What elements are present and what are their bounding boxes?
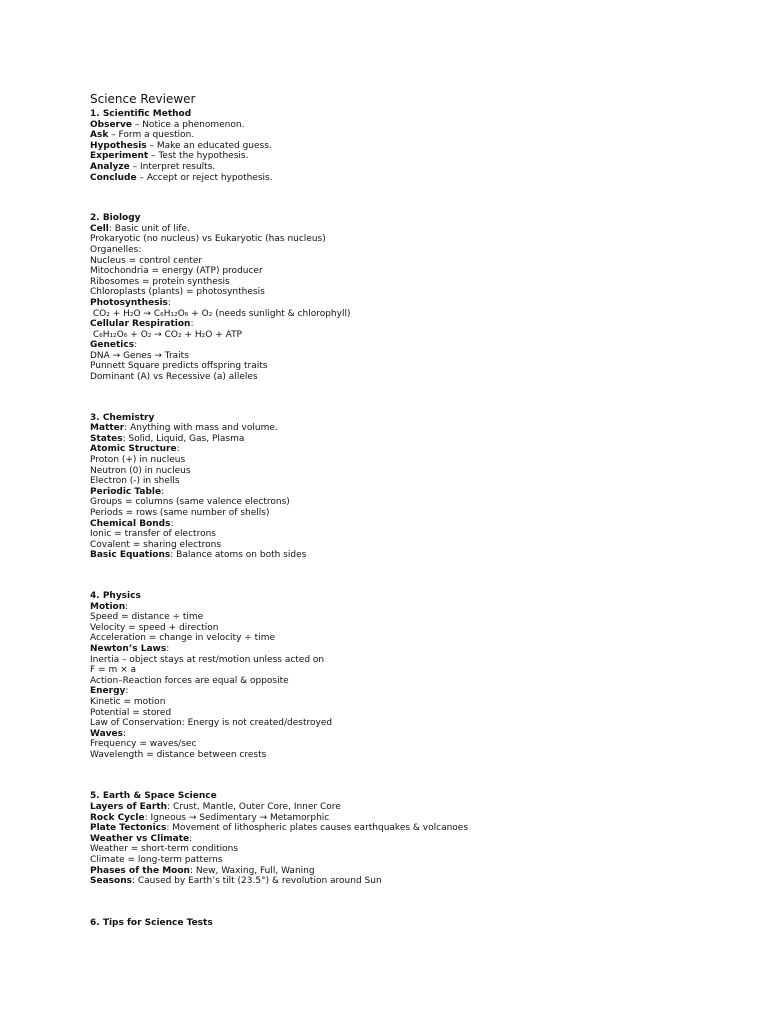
line-text: Dominant (A) vs Recessive (a) alleles [90, 372, 258, 383]
section [90, 591, 730, 761]
document-line [90, 497, 730, 508]
document-line [90, 729, 730, 740]
document-line [90, 750, 730, 761]
term-label: Hypothesis [90, 140, 147, 151]
line-text: Frequency = waves/sec [90, 739, 197, 750]
document-line [90, 550, 730, 561]
line-text: Form a question. [118, 130, 195, 141]
line-text: Electron (-) in shells [90, 476, 180, 487]
document-line [90, 855, 730, 866]
line-text: Speed = distance ÷ time [90, 612, 204, 623]
term-label: Photosynthesis [90, 297, 168, 308]
line-text: Covalent = sharing electrons [90, 539, 222, 550]
document-line [90, 340, 730, 351]
term-separator: : [131, 876, 138, 887]
document-line [90, 540, 730, 551]
section-spacer [90, 561, 730, 591]
term-label: Periodic Table [90, 486, 162, 497]
term-label: Atomic Structure [90, 444, 177, 455]
line-text: Groups = columns (same valence electrons) [90, 497, 290, 508]
line-text: Acceleration = change in velocity ÷ time [90, 633, 276, 644]
line-text: DNA → Genes → Traits [90, 350, 189, 361]
term-label: Observe [90, 119, 132, 130]
line-text: Periods = rows (same number of shells) [90, 508, 270, 518]
term-label: Waves [90, 728, 124, 739]
term-label: Plate Tectonics [90, 823, 167, 834]
term-label: Layers of Earth [90, 802, 168, 813]
term-separator: : [166, 643, 170, 654]
term-label: Basic Equations [90, 550, 171, 561]
document-line [90, 876, 730, 887]
section-spacer [90, 383, 730, 413]
term-separator: : [176, 444, 180, 455]
document-line [90, 676, 730, 687]
section-heading: 1. Scientific Method [90, 109, 192, 119]
document-line [90, 298, 730, 309]
document-line [90, 234, 730, 245]
term-label: Phases of the Moon [90, 865, 190, 876]
line-text: New, Waxing, Full, Waning [195, 865, 315, 876]
document-line [90, 697, 730, 708]
term-label: Conclude [90, 172, 137, 183]
term-separator: : [166, 823, 173, 834]
line-text: Nucleus = control center [90, 255, 203, 266]
line-text: Movement of lithospheric plates causes earthquakes & volcanoes [172, 823, 469, 834]
section-heading: 4. Physics [90, 590, 141, 601]
section-spacer [90, 760, 730, 791]
document-line [90, 266, 730, 277]
section [90, 109, 730, 183]
term-label: Genetics [90, 340, 135, 351]
document-line [90, 623, 730, 634]
document-line [90, 519, 730, 530]
document-line [90, 434, 730, 445]
term-separator: – [148, 151, 159, 162]
section-heading: 2. Biology [90, 213, 141, 224]
line-text: Accept or reject hypothesis. [146, 172, 273, 183]
document-line [90, 224, 730, 235]
document-line [90, 141, 730, 152]
term-separator: : [167, 297, 171, 308]
line-text: Balance atoms on both sides [176, 550, 307, 561]
document-line [90, 529, 730, 540]
term-label: Cell [90, 223, 109, 234]
document-line [90, 351, 730, 362]
document-line [90, 319, 730, 330]
term-separator: : [167, 802, 173, 813]
line-text: Proton (+) in nucleus [90, 455, 186, 466]
term-separator: – [146, 140, 157, 151]
line-text: F = m × a [90, 665, 136, 676]
document-line [90, 508, 730, 519]
term-separator: : [122, 433, 129, 444]
document-line [90, 866, 730, 877]
term-separator: : [170, 550, 177, 561]
section-spacer [90, 887, 730, 918]
line-text: Punnett Square predicts offspring traits [90, 361, 268, 372]
document-line [90, 256, 730, 267]
document-line [90, 173, 730, 184]
document-line [90, 245, 730, 256]
section-heading: 6. Tips for Science Tests [90, 917, 213, 928]
line-text: Action–Reaction forces are equal & opposite [90, 675, 289, 686]
document-line [90, 487, 730, 498]
document-line [90, 120, 730, 131]
document-line [90, 361, 730, 372]
line-text: Make an educated guess. [156, 140, 272, 151]
document-line [90, 802, 730, 813]
line-text: Kinetic = motion [90, 696, 166, 707]
term-label: Chemical Bonds [90, 518, 171, 529]
document-line [90, 655, 730, 666]
term-label: Motion [90, 601, 126, 612]
document-line [90, 823, 730, 834]
document-line [90, 665, 730, 676]
term-separator: : [108, 223, 115, 234]
line-text: Interpret results. [139, 161, 216, 172]
line-text: C₆H₁₂O₆ + O₂ → CO₂ + H₂O + ATP [90, 329, 242, 340]
line-text: Igneous → Sedimentary → Metamorphic [150, 812, 330, 823]
term-label: Experiment [90, 151, 149, 162]
line-text: CO₂ + H₂O → C₆H₁₂O₆ + O₂ (needs sunlight & chlorophyll) [90, 308, 351, 319]
document-body [90, 109, 730, 928]
term-separator: : [189, 865, 196, 876]
line-text: Crust, Mantle, Outer Core, Inner Core [172, 802, 341, 813]
line-text: Test the hypothesis. [158, 151, 249, 162]
document-line [90, 708, 730, 719]
document-line [90, 686, 730, 697]
line-text: Organelles: [90, 244, 142, 255]
term-label: Ask [90, 130, 109, 141]
section [90, 413, 730, 561]
term-separator: : [125, 601, 129, 612]
document-line [90, 844, 730, 855]
term-label: Cellular Respiration [90, 319, 191, 330]
term-separator: : [125, 686, 129, 697]
line-text: Solid, Liquid, Gas, Plasma [128, 433, 245, 444]
line-text: Velocity = speed + direction [90, 622, 219, 633]
term-label: Energy [90, 686, 126, 697]
document-line [90, 644, 730, 655]
line-text: Notice a phenomenon. [142, 119, 245, 130]
document-line [90, 612, 730, 623]
term-separator: : [123, 728, 127, 739]
line-text: Potential = stored [90, 707, 172, 718]
document-page [90, 92, 730, 928]
term-label: States [90, 433, 123, 444]
section-spacer [90, 183, 730, 213]
document-line [90, 330, 730, 341]
document-line [90, 633, 730, 644]
line-text: Weather = short-term conditions [90, 844, 239, 855]
term-separator: : [170, 518, 174, 529]
document-line [90, 151, 730, 162]
document-line [90, 372, 730, 383]
term-separator: – [129, 161, 140, 172]
document-line [90, 602, 730, 613]
line-text: Anything with mass and volume. [130, 423, 278, 434]
term-separator: : [144, 812, 151, 823]
line-text: Prokaryotic (no nucleus) vs Eukaryotic (has nucleus) [90, 234, 326, 245]
document-line [90, 718, 730, 729]
document-line [90, 834, 730, 845]
line-text: Chloroplasts (plants) = photosynthesis [90, 287, 265, 298]
term-label: Newton’s Laws [90, 643, 167, 654]
line-text: Caused by Earth’s tilt (23.5°) & revolution around Sun [137, 876, 382, 887]
document-line [90, 309, 730, 320]
line-text: Law of Conservation: Energy is not created/destroyed [90, 718, 333, 729]
document-title: Science Reviewer [90, 92, 196, 106]
document-line [90, 162, 730, 173]
document-line [90, 455, 730, 466]
document-line [90, 423, 730, 434]
document-line [90, 739, 730, 750]
term-separator: – [131, 119, 143, 130]
document-line [90, 277, 730, 288]
line-text: Basic unit of life. [114, 223, 190, 234]
term-separator: – [108, 130, 119, 141]
document-line [90, 444, 730, 455]
section [90, 918, 730, 929]
document-line [90, 476, 730, 487]
term-separator: : [161, 486, 165, 497]
term-separator: : [124, 423, 131, 434]
term-label: Analyze [90, 161, 130, 172]
term-label: Seasons [90, 876, 132, 887]
term-separator: : [189, 833, 193, 844]
section [90, 213, 730, 383]
term-label: Rock Cycle [90, 812, 145, 823]
line-text: Mitochondria = energy (ATP) producer [90, 266, 263, 277]
line-text: Inertia – object stays at rest/motion unless acted on [90, 654, 325, 665]
line-text: Climate = long-term patterns [90, 855, 223, 866]
term-label: Matter [90, 423, 125, 434]
line-text: Neutron (0) in nucleus [90, 465, 191, 476]
section [90, 791, 730, 886]
line-text: Ionic = transfer of electrons [90, 529, 216, 540]
term-label: Weather vs Climate [90, 833, 190, 844]
term-separator: : [190, 319, 194, 330]
document-line [90, 466, 730, 477]
line-text: Ribosomes = protein synthesis [90, 276, 230, 287]
document-line [90, 130, 730, 141]
section-heading: 3. Chemistry [90, 412, 155, 423]
term-separator: : [134, 340, 138, 351]
document-line [90, 813, 730, 824]
document-line [90, 287, 730, 298]
section-heading: 5. Earth & Space Science [90, 791, 217, 802]
line-text: Wavelength = distance between crests [90, 749, 267, 760]
term-separator: – [136, 172, 147, 183]
